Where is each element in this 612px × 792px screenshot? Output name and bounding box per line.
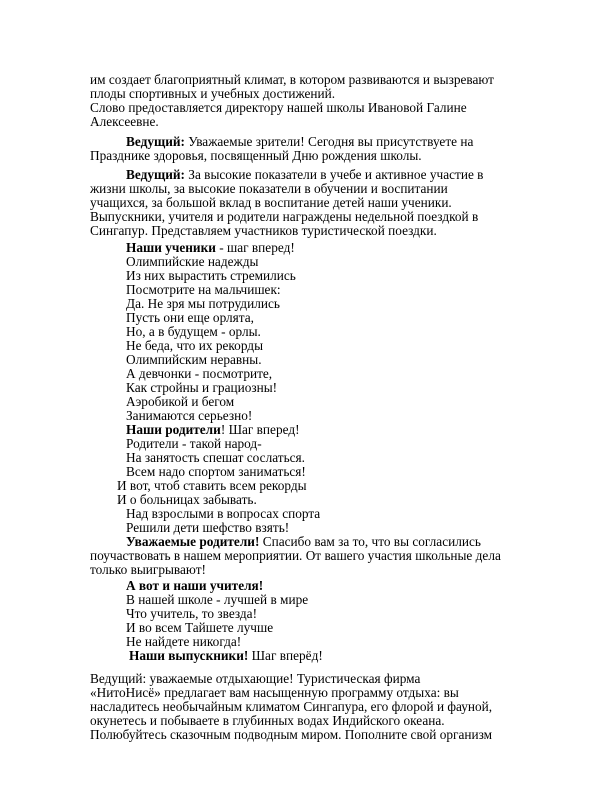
poem-line: Не беда, что их рекорды bbox=[126, 338, 264, 353]
parents-address: Уважаемые родители! bbox=[126, 534, 260, 549]
host1-speaker: Ведущий: bbox=[126, 134, 185, 149]
final-line-2: «НитоНисё» предлагает вам насыщенную программу отдыха: вы bbox=[90, 685, 459, 700]
poem-line: Посмотрите на мальчишек: bbox=[126, 282, 281, 297]
poem-line: Да. Не зря мы потрудились bbox=[126, 296, 280, 311]
host2-line-4: Выпускники, учителя и родители награждены недельной поездкой в bbox=[90, 209, 479, 224]
poem-parents-heading bbox=[126, 423, 300, 437]
students-label: Наши ученики bbox=[126, 240, 216, 255]
poem-line: И о больницах забывать. bbox=[117, 492, 257, 507]
host2-line-2: жизни школы, за высокие показатели в обучении и воспитании bbox=[90, 181, 448, 196]
poem-line: Аэробикой и бегом bbox=[126, 394, 235, 409]
intro-line-4: Алексеевне. bbox=[90, 114, 159, 129]
parents-label: Наши родители bbox=[126, 422, 221, 437]
host1-text: Уважаемые зрители! Сегодня вы присутствуете на bbox=[184, 134, 474, 149]
poem-line: Из них вырастить стремились bbox=[126, 268, 296, 283]
parents-para-line-2: поучаствовать в нашем мероприятии. От вашего участия школьные дела bbox=[90, 548, 501, 563]
intro-line-1: им создает благоприятный климат, в котором развиваются и вызревают bbox=[90, 72, 494, 87]
final-line-5: Полюбуйтесь сказочным подводным миром. Пополните свой организм bbox=[90, 727, 493, 742]
students-rest: - шаг вперед! bbox=[215, 240, 295, 255]
poem-line: На занятость спешат сослаться. bbox=[126, 450, 305, 465]
poem-line: И вот, чтоб ставить всем рекорды bbox=[117, 478, 307, 493]
intro-line-2: плоды спортивных и учебных достижений. bbox=[90, 86, 336, 101]
poem-line: Олимпийские надежды bbox=[126, 254, 259, 269]
host2-text: За высокие показатели в учебе и активное участие в bbox=[184, 167, 484, 182]
host1-line-2: Празднике здоровья, посвященный Дню рождения школы. bbox=[90, 148, 422, 163]
final-line-4: окунетесь и побываете в глубинных водах Индийского океана. bbox=[90, 713, 445, 728]
parents-para-line-1 bbox=[126, 535, 481, 549]
poem-line: Но, а в будущем - орлы. bbox=[126, 324, 261, 339]
parents-para-line-3: только выигрывают! bbox=[90, 562, 206, 577]
poem-line: Пусть они еще орлята, bbox=[126, 310, 254, 325]
final-line-3: насладитесь необычайным климатом Сингапура, его флорой и фауной, bbox=[90, 699, 493, 714]
graduates-rest: Шаг вперёд! bbox=[248, 648, 323, 663]
host2-speaker: Ведущий: bbox=[126, 167, 185, 182]
poem-line: Занимаются серьезно! bbox=[126, 408, 253, 423]
poem-line: Как стройны и грациозны! bbox=[126, 380, 278, 395]
poem-students-heading bbox=[126, 241, 295, 255]
teachers-heading: А вот и наши учителя! bbox=[126, 578, 264, 593]
poem-line: Не найдете никогда! bbox=[126, 634, 242, 649]
host1-line-1 bbox=[126, 135, 473, 149]
poem-line: И во всем Тайшете лучше bbox=[126, 620, 274, 635]
poem-line: Решили дети шефство взять! bbox=[126, 520, 290, 535]
poem-line: А девчонки - посмотрите, bbox=[126, 366, 273, 381]
poem-line: Родители - такой народ- bbox=[126, 436, 262, 451]
graduates-label: Наши выпускники! bbox=[129, 648, 249, 663]
host2-line-5: Сингапур. Представляем участников туристической поездки. bbox=[90, 223, 437, 238]
host2-line-3: учащихся, за большой вклад в воспитание детей наши ученики. bbox=[90, 195, 452, 210]
host2-line-1 bbox=[126, 168, 483, 182]
parents-rest: ! Шаг вперед! bbox=[220, 422, 300, 437]
poem-line: Олимпийским неравны. bbox=[126, 352, 262, 367]
graduates-heading bbox=[129, 649, 323, 663]
poem-line: Что учитель, то звезда! bbox=[126, 606, 257, 621]
poem-line: Всем надо спортом заниматься! bbox=[126, 464, 306, 479]
intro-line-3: Слово предоставляется директору нашей школы Ивановой Галине bbox=[90, 100, 467, 115]
parents-para-text: Спасибо вам за то, что вы согласились bbox=[259, 534, 481, 549]
poem-line: Над взрослыми в вопросах спорта bbox=[126, 506, 321, 521]
poem-line: В нашей школе - лучшей в мире bbox=[126, 592, 309, 607]
final-line-1: Ведущий: уважаемые отдыхающие! Туристическая фирма bbox=[90, 671, 421, 686]
